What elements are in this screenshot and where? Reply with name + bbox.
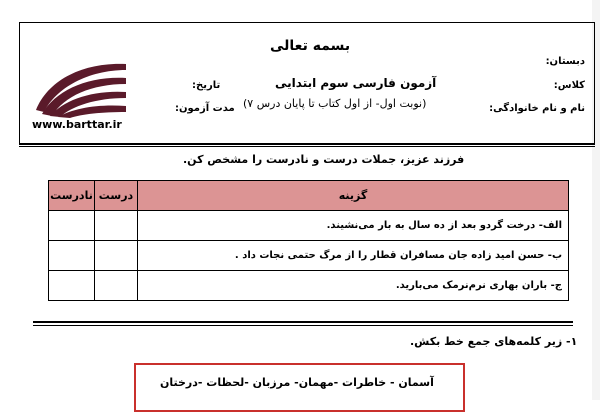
correct-cell[interactable] — [95, 241, 138, 271]
exam-title: آزمون فارسی سوم ابتدایی — [275, 76, 437, 90]
barttar-logo-icon — [28, 40, 128, 118]
exam-subtitle: (نوبت اول- از اول کتاب تا پایان درس ۷) — [243, 97, 427, 110]
incorrect-cell[interactable] — [49, 271, 95, 301]
header-bottom-rule — [19, 143, 595, 145]
column-header-correct: درست — [95, 181, 138, 211]
option-text: ب- حسن امید زاده جان مسافران قطار را از مرگ حتمی نجات داد . — [138, 241, 569, 271]
table-header-row — [49, 181, 569, 211]
question-1-text: ۱- زیر کلمه‌های جمع خط بکش. — [410, 335, 578, 348]
date-label: تاریخ: — [192, 80, 221, 91]
word-list: آسمان - خاطرات -مهمان- مرزبان -لحظات -درختان — [160, 376, 434, 389]
option-text: ج- باران بهاری نرم‌نرمک می‌بارید. — [138, 271, 569, 301]
correct-cell[interactable] — [95, 211, 138, 241]
column-header-option: گزینه — [138, 181, 569, 211]
incorrect-cell[interactable] — [49, 241, 95, 271]
header-bottom-rule-thin — [19, 146, 595, 147]
correct-cell[interactable] — [95, 271, 138, 301]
page-title: بسمه تعالی — [270, 38, 351, 54]
column-header-incorrect: نادرست — [49, 181, 95, 211]
option-text: الف- درخت گردو بعد از ده سال به بار می‌نشیند. — [138, 211, 569, 241]
table-row — [49, 211, 569, 241]
table-row — [49, 271, 569, 301]
section-divider-thin — [33, 325, 573, 326]
instruction-text: فرزند عزیز، جملات درست و نادرست را مشخص کن. — [183, 153, 465, 166]
school-label: دبستان: — [545, 56, 585, 67]
website-url[interactable]: www.barttar.ir — [32, 118, 122, 131]
table-row — [49, 241, 569, 271]
name-label: نام و نام خانوادگی: — [489, 103, 585, 114]
class-label: کلاس: — [553, 80, 585, 91]
true-false-table — [48, 180, 569, 301]
duration-label: مدت آزمون: — [175, 103, 235, 114]
section-divider — [33, 321, 573, 323]
incorrect-cell[interactable] — [49, 211, 95, 241]
